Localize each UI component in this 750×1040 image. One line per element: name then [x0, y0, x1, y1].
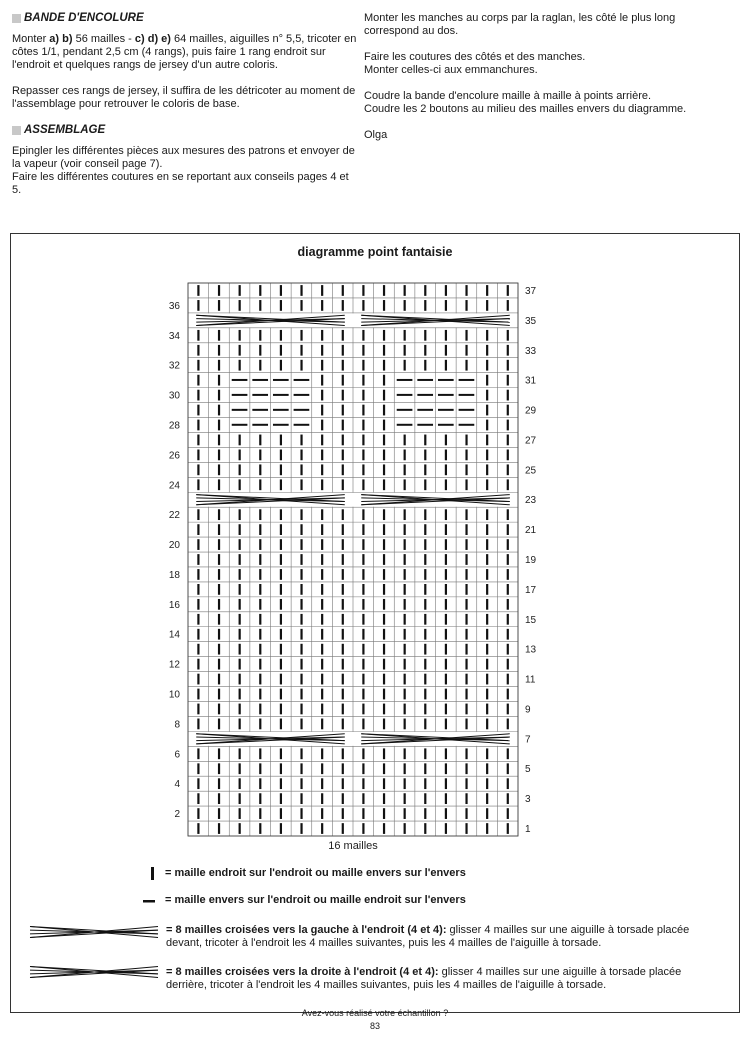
row-label-left: 28	[168, 420, 180, 432]
row-label-left: 12	[168, 659, 180, 671]
x-axis-label: 16 mailles	[328, 840, 378, 852]
row-label-left: 10	[168, 689, 180, 701]
row-label-right: 5	[525, 764, 531, 776]
row-label-left: 4	[174, 779, 180, 791]
row-label-right: 27	[525, 435, 537, 447]
assemblage-paragraph-2: Faire les différentes coutures en se reportant aux conseils pages 4 et 5.	[12, 171, 349, 196]
row-label-right: 11	[525, 674, 536, 686]
row-label-left: 36	[168, 300, 180, 312]
assemblage-paragraph-1: Epingler les différentes pièces aux mesures des patrons et envoyer de la vapeur (voir conseil page 7).	[12, 145, 355, 170]
row-label-left: 24	[168, 480, 180, 492]
row-label-right: 19	[525, 555, 537, 566]
row-label-left: 22	[168, 510, 180, 522]
row-label-left: 16	[168, 599, 180, 611]
diagram-title: diagramme point fantaisie	[297, 245, 453, 259]
section-title-assemblage: ASSEMBLAGE	[12, 124, 357, 137]
footer-question: Avez-vous réalisé votre échantillon ?	[301, 1008, 449, 1018]
right-paragraph-1: Monter les manches au corps par la raglan, les côté le plus long correspond au dos.	[364, 12, 676, 37]
cable-right-icon	[30, 967, 158, 978]
row-label-left: 8	[174, 719, 180, 731]
row-label-right: 33	[525, 345, 537, 357]
section-title-bande-encolure: BANDE D'ENCOLURE	[12, 12, 357, 25]
row-label-left: 30	[168, 390, 180, 402]
bande-paragraph-1: Monter a) b) 56 mailles - c) d) e) 64 mailles, aiguilles n° 5,5, tricoter en côtes 1/1, pendant 2,5 cm (4 rangs), puis faire 1 rang endroit sur l'endroit et quelques rangs de jersey d'un autre coloris.	[12, 33, 357, 71]
row-label-right: 29	[525, 405, 537, 417]
row-label-left: 2	[174, 809, 180, 821]
row-label-left: 34	[168, 330, 180, 342]
row-label-right: 17	[525, 584, 537, 596]
right-paragraph-3: Coudre la bande d'encolure maille à maille à points arrière. Coudre les 2 boutons au milieu des mailles envers du diagramme.	[364, 90, 687, 115]
row-label-right: 1	[525, 824, 531, 836]
right-paragraph-2: Faire les coutures des côtés et des manches. Monter celles-ci aux emmanchures.	[364, 51, 586, 76]
row-label-right: 7	[525, 734, 531, 746]
row-label-right: 13	[525, 644, 537, 656]
row-label-right: 9	[525, 704, 531, 716]
row-label-left: 20	[168, 540, 180, 552]
row-label-left: 18	[168, 569, 180, 581]
row-label-left: 26	[168, 450, 180, 462]
signature: Olga	[364, 129, 388, 141]
row-label-left: 6	[174, 749, 180, 761]
row-label-right: 35	[525, 315, 537, 327]
row-label-left: 32	[168, 360, 180, 372]
row-label-right: 23	[525, 495, 537, 507]
bande-paragraph-2: Repasser ces rangs de jersey, il suffira de les détricoter au moment de l'assemblage pour retrouver le coloris de base.	[12, 85, 356, 110]
row-label-right: 21	[525, 525, 537, 537]
row-label-right: 25	[525, 465, 537, 477]
row-label-right: 3	[525, 794, 531, 806]
page-number: 83	[369, 1021, 380, 1031]
row-label-right: 37	[525, 285, 537, 297]
cable-left-icon	[30, 927, 158, 938]
row-label-right: 15	[525, 614, 537, 626]
row-label-right: 31	[525, 375, 537, 387]
row-label-left: 14	[168, 629, 180, 641]
